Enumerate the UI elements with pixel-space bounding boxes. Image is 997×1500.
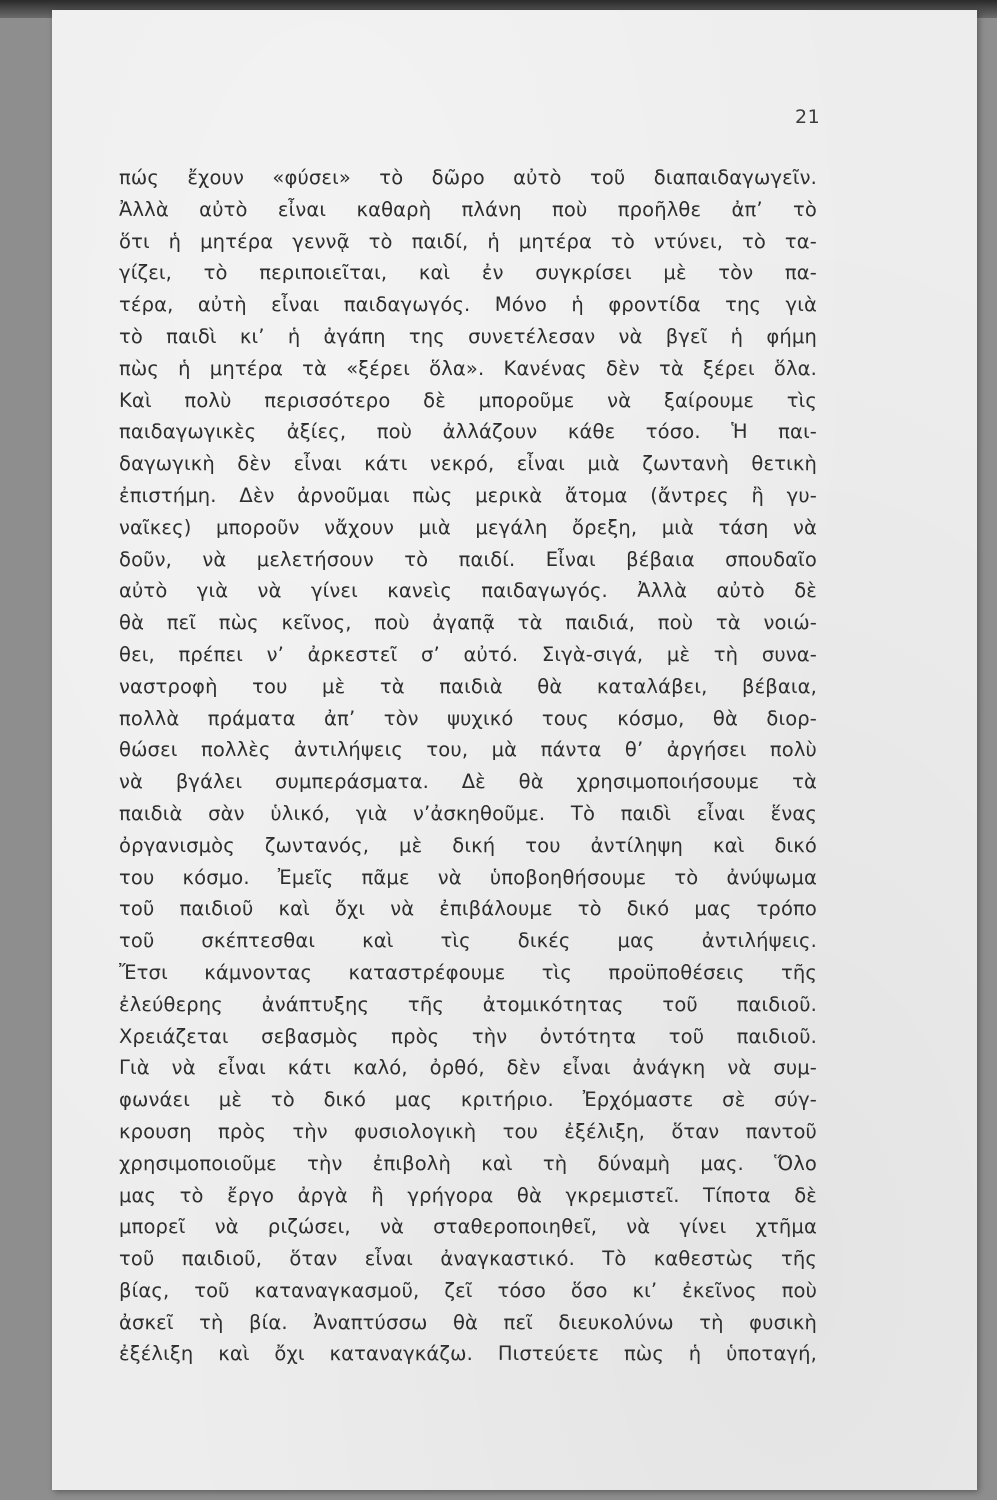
text-line: ἐξέλιξη καὶ ὄχι καταναγκάζω. Πιστεύετε πὼς ἡ ὑποταγή, bbox=[119, 1342, 817, 1366]
text-line: πώς ἔχουν «φύσει» τὸ δῶρο αὐτὸ τοῦ διαπαιδαγωγεῖν. bbox=[119, 166, 817, 189]
text-line: θὰ πεῖ πὼς κεῖνος, ποὺ ἀγαπᾷ τὰ παιδιά, ποὺ τὰ νοιώ- bbox=[119, 611, 817, 635]
text-line: πολλὰ πράματα ἀπ’ τὸν ψυχικό τους κόσμο, θὰ διορ- bbox=[119, 706, 817, 730]
text-line: τέρα, αὐτὴ εἶναι παιδαγωγός. Μόνο ἡ φροντίδα της γιὰ bbox=[119, 293, 817, 317]
text-line: παιδιὰ σὰν ὑλικό, γιὰ ν’ἀσκηθοῦμε. Τὸ παιδὶ εἶναι ἕνας bbox=[119, 801, 817, 825]
text-line: θώσει πολλὲς ἀντιλήψεις του, μὰ πάντα θ’ ἀργήσει πολὺ bbox=[119, 738, 817, 762]
text-line: ἐπιστήμη. Δὲν ἀρνοῦμαι πὼς μερικὰ ἄτομα (ἄντρες ἢ γυ- bbox=[119, 483, 817, 507]
text-line: ἐλεύθερης ἀνάπτυξης τῆς ἀτομικότητας τοῦ παιδιοῦ. bbox=[119, 992, 817, 1016]
text-line: δοῦν, νὰ μελετήσουν τὸ παιδί. Εἶναι βέβαια σπουδαῖο bbox=[119, 547, 817, 571]
text-line: κρουση πρὸς τὴν φυσιολογικὴ του ἐξέλιξη, ὅταν παντοῦ bbox=[119, 1119, 817, 1143]
text-line: ναῖκες) μποροῦν νἄχουν μιὰ μεγάλη ὄρεξη, μιὰ τάση νὰ bbox=[119, 515, 817, 539]
text-line: Χρειάζεται σεβασμὸς πρὸς τὴν ὀντότητα τοῦ παιδιοῦ. bbox=[119, 1024, 817, 1048]
text-line: τοῦ παιδιοῦ, ὅταν εἶναι ἀναγκαστικό. Τὸ καθεστὼς τῆς bbox=[119, 1247, 817, 1271]
text-line: Γιὰ νὰ εἶναι κάτι καλό, ὀρθό, δὲν εἶναι ἀνάγκη νὰ συμ- bbox=[119, 1056, 817, 1080]
text-line: παιδαγωγικὲς ἀξίες, ποὺ ἀλλάζουν κάθε τόσο. Ἡ παι- bbox=[119, 420, 817, 444]
body-text bbox=[119, 162, 817, 1370]
text-line: φωνάει μὲ τὸ δικό μας κριτήριο. Ἐρχόμαστε σὲ σύγ- bbox=[119, 1088, 817, 1112]
text-line: τοῦ παιδιοῦ καὶ ὄχι νὰ ἐπιβάλουμε τὸ δικό μας τρόπο bbox=[119, 897, 817, 921]
text-line: τὸ παιδὶ κι’ ἡ ἀγάπη της συνετέλεσαν νὰ βγεῖ ἡ φήμη bbox=[119, 324, 817, 348]
text-line: γίζει, τὸ περιποιεῖται, καὶ ἐν συγκρίσει μὲ τὸν πα- bbox=[119, 261, 817, 285]
text-line: ὅτι ἡ μητέρα γεννᾷ τὸ παιδί, ἡ μητέρα τὸ ντύνει, τὸ τα- bbox=[119, 229, 817, 253]
page-number: 21 bbox=[795, 106, 821, 128]
text-line: ὀργανισμὸς ζωντανός, μὲ δική του ἀντίληψη καὶ δικό bbox=[119, 833, 817, 857]
text-line: μπορεῖ νὰ ριζώσει, νὰ σταθεροποιηθεῖ, νὰ γίνει χτῆμα bbox=[119, 1215, 817, 1239]
book-page bbox=[52, 10, 977, 1490]
text-line: Καὶ πολὺ περισσότερο δὲ μποροῦμε νὰ ξαίρουμε τὶς bbox=[119, 388, 817, 412]
text-line: ναστροφὴ του μὲ τὰ παιδιὰ θὰ καταλάβει, βέβαια, bbox=[119, 674, 817, 698]
text-line: Ἔτσι κάμνοντας καταστρέφουμε τὶς προϋποθέσεις τῆς bbox=[119, 960, 817, 984]
text-line: δαγωγικὴ δὲν εἶναι κάτι νεκρό, εἶναι μιὰ ζωντανὴ θετικὴ bbox=[119, 452, 817, 476]
text-line: ἀσκεῖ τὴ βία. Ἀναπτύσσω θὰ πεῖ διευκολύνω τὴ φυσικὴ bbox=[119, 1310, 817, 1334]
text-line: βίας, τοῦ καταναγκασμοῦ, ζεῖ τόσο ὅσο κι’ ἐκεῖνος ποὺ bbox=[119, 1278, 817, 1302]
text-line: πὼς ἡ μητέρα τὰ «ξέρει ὅλα». Κανένας δὲν τὰ ξέρει ὅλα. bbox=[119, 356, 817, 380]
text-line: θει, πρέπει ν’ ἀρκεστεῖ σ’ αὐτό. Σιγὰ-σιγά, μὲ τὴ συνα- bbox=[119, 642, 817, 666]
text-line: Ἀλλὰ αὐτὸ εἶναι καθαρὴ πλάνη ποὺ προῆλθε ἀπ’ τὸ bbox=[119, 197, 817, 221]
text-line: του κόσμο. Ἐμεῖς πᾶμε νὰ ὑποβοηθήσουμε τὸ ἀνύψωμα bbox=[119, 865, 817, 889]
text-line: τοῦ σκέπτεσθαι καὶ τὶς δικές μας ἀντιλήψεις. bbox=[119, 929, 817, 953]
text-line: αὐτὸ γιὰ νὰ γίνει κανεὶς παιδαγωγός. Ἀλλὰ αὐτὸ δὲ bbox=[119, 579, 817, 603]
text-line: μας τὸ ἔργο ἀργὰ ἢ γρήγορα θὰ γκρεμιστεῖ. Τίποτα δὲ bbox=[119, 1183, 817, 1207]
text-line: νὰ βγάλει συμπεράσματα. Δὲ θὰ χρησιμοποιήσουμε τὰ bbox=[119, 770, 817, 794]
text-line: χρησιμοποιοῦμε τὴν ἐπιβολὴ καὶ τὴ δύναμὴ μας. Ὅλο bbox=[119, 1151, 817, 1175]
